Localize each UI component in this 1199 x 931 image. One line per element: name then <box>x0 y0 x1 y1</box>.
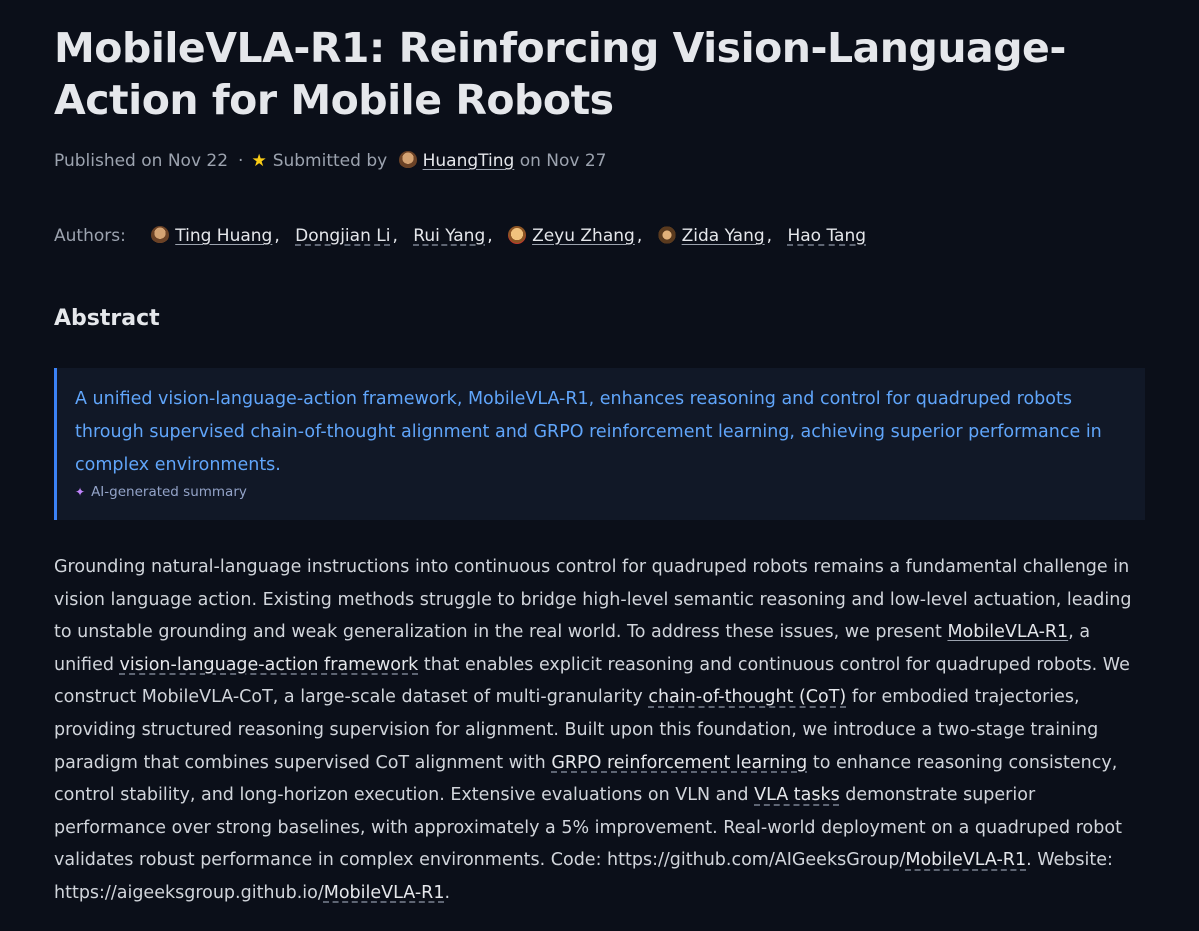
sparkle-icon: ✦ <box>75 485 86 499</box>
term-link-mobilevla-r1[interactable]: MobileVLA-R1 <box>947 622 1069 643</box>
submitter-avatar <box>399 151 417 169</box>
author-avatar <box>658 226 676 244</box>
author-avatar <box>151 226 169 244</box>
abstract-text: , a unified <box>54 622 1091 675</box>
abstract-text: to enhance reasoning consistency, control stability, and long-horizon execution. Extensive evaluations on VLN and <box>54 752 1118 806</box>
meta-separator: · <box>238 151 244 171</box>
abstract-text: . Website: https://aigeeksgroup.github.io/ <box>54 850 1113 903</box>
ai-summary-box <box>54 368 1145 520</box>
abstract-text: . <box>444 882 451 903</box>
published-date: Published on Nov 22 <box>54 151 229 171</box>
abstract-body <box>54 551 1146 910</box>
term-link-vla-tasks[interactable]: VLA tasks <box>754 785 840 806</box>
submitted-date: on Nov 27 <box>519 151 607 171</box>
authors-label: Authors: <box>54 226 126 246</box>
author-rui-yang[interactable] <box>413 226 485 246</box>
ai-summary-text: A unified vision-language-action framework, MobileVLA-R1, enhances reasoning and control for quadruped robots through supervised chain-of-thought alignment and GRPO reinforcement learning, achieving superior performance in complex environments. <box>75 389 1102 475</box>
author-name[interactable]: Dongjian Li <box>295 226 391 246</box>
ai-summary-caption-text: AI-generated summary <box>91 484 247 500</box>
author-name[interactable]: Hao Tang <box>787 226 867 246</box>
submitter-link[interactable]: HuangTing <box>422 151 515 171</box>
abstract-heading: Abstract <box>54 306 160 331</box>
author-separator: , <box>392 226 398 246</box>
term-link-cot[interactable]: chain-of-thought (CoT) <box>648 687 847 708</box>
paper-meta <box>54 148 607 174</box>
abstract-text: demonstrate superior performance over strong baselines, with approximately a 5% improvement. Real-world deployment on a quadruped robot validates robust performance in complex environments. Code: https://github.com/AIGeeksGroup/ <box>54 785 1122 871</box>
author-zeyu-zhang[interactable] <box>508 226 635 246</box>
term-link-grpo[interactable]: GRPO reinforcement learning <box>551 752 808 773</box>
author-hao-tang[interactable] <box>787 226 866 246</box>
author-name[interactable]: Ting Huang <box>175 226 273 246</box>
author-zida-yang[interactable] <box>658 226 765 246</box>
submitted-by-label: Submitted by <box>272 151 388 171</box>
paper-title: MobileVLA-R1: Reinforcing Vision-Language-Action for Mobile Robots <box>54 24 1066 124</box>
author-separator: , <box>636 226 643 246</box>
author-separator: , <box>766 226 773 246</box>
term-link-vla-framework[interactable]: vision-language-action framework <box>119 654 419 675</box>
author-avatar <box>508 226 526 244</box>
author-separator: , <box>274 226 280 246</box>
term-link-code-repo[interactable]: MobileVLA-R1 <box>905 850 1027 871</box>
term-link-website[interactable]: MobileVLA-R1 <box>323 882 445 903</box>
abstract-text: Grounding natural-language instructions into continuous control for quadruped robots remains a fundamental challenge in vision language action. Existing methods struggle to bridge high-level semantic reasoning and low-level actuation, leading to unstable grounding and weak generalization in the real world. To address these issues, we present <box>54 557 1132 643</box>
author-separator: , <box>487 226 493 246</box>
star-icon: ★ <box>251 151 267 171</box>
author-name[interactable]: Zida Yang <box>681 226 765 246</box>
abstract-text: that enables explicit reasoning and continuous control for quadruped robots. We construct MobileVLA-CoT, a large-scale dataset of multi-granularity <box>54 654 1130 708</box>
author-name[interactable]: Zeyu Zhang <box>532 226 635 246</box>
authors-row <box>54 223 868 249</box>
abstract-text: for embodied trajectories, providing structured reasoning supervision for alignment. Built upon this foundation, we introduce a two-stage training paradigm that combines supervised CoT alignment with <box>54 687 1099 773</box>
author-dongjian-li[interactable] <box>295 226 390 246</box>
author-name[interactable]: Rui Yang <box>413 226 486 246</box>
author-ting-huang[interactable] <box>151 226 272 246</box>
ai-summary-caption <box>75 484 1127 500</box>
